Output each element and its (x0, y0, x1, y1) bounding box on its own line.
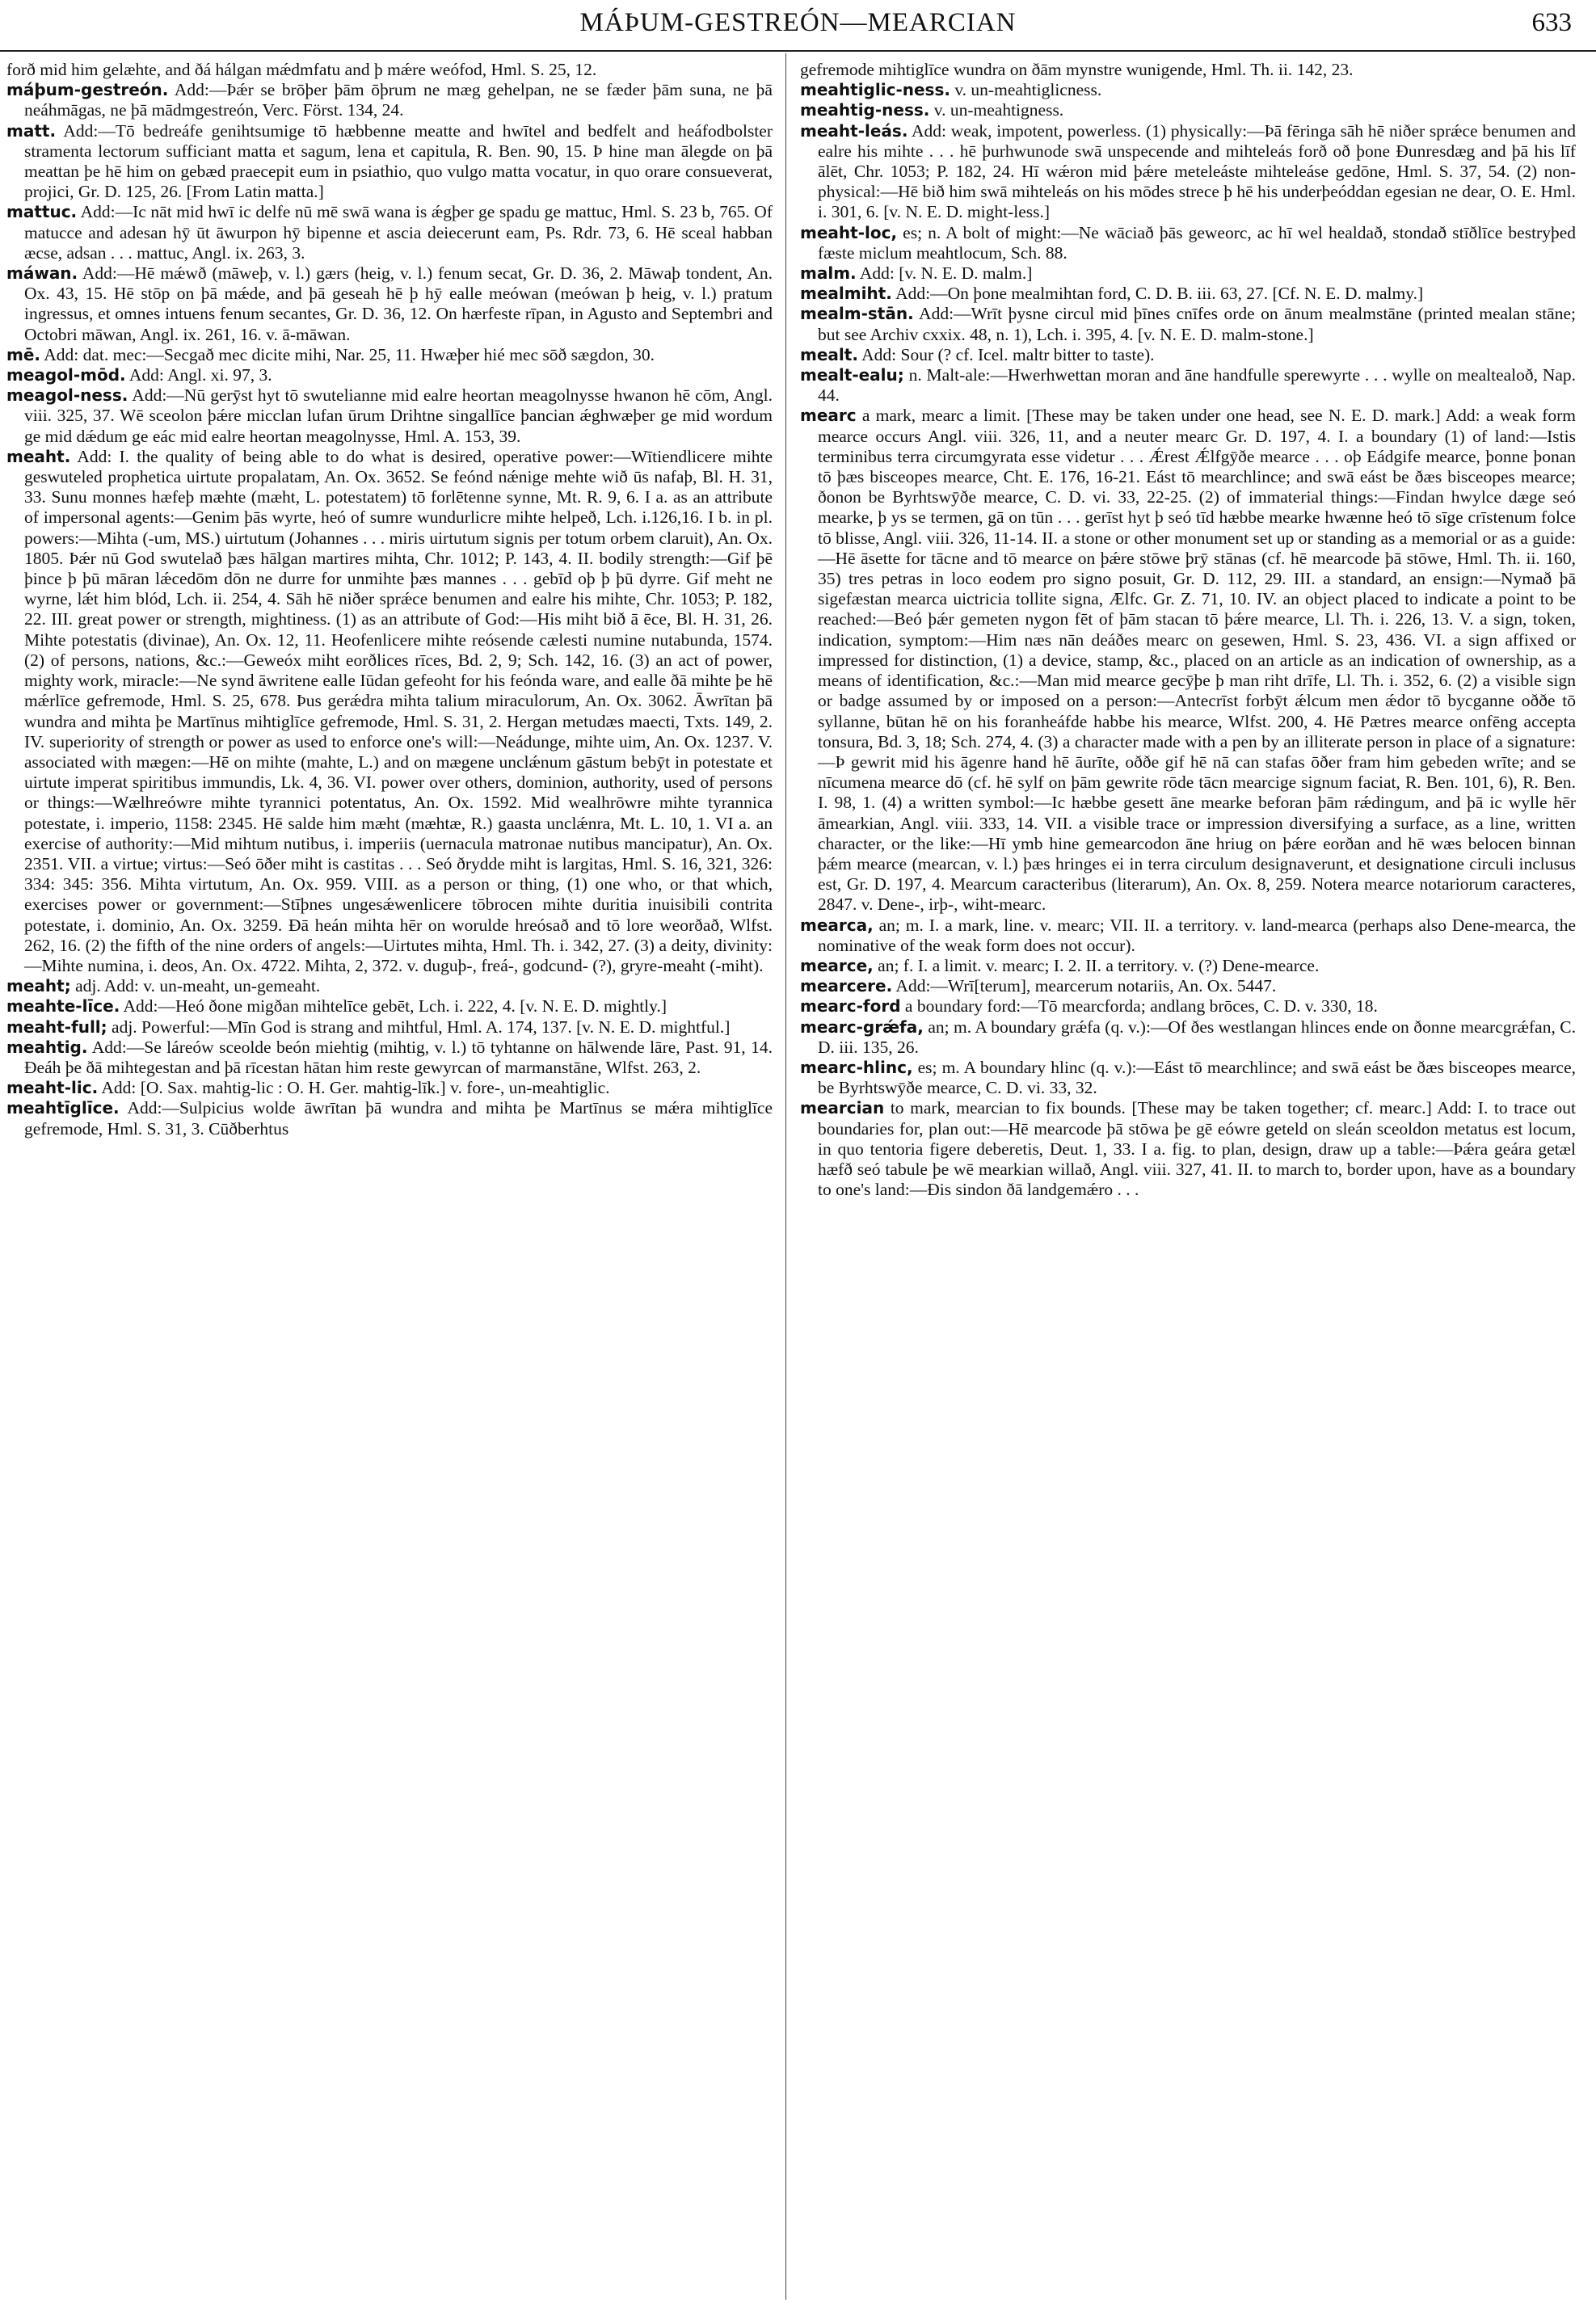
dictionary-entry (6, 121, 773, 203)
entry-headword: malm. (800, 263, 857, 284)
entry-text: es; n. A bolt of might:—Ne wāciað þās geweorc, ac hī wel healdað, stondað stīðlīce bestryþed fæste miclum meahtlocum, Sch. 88. (818, 222, 1576, 263)
dictionary-entry (800, 345, 1576, 365)
dictionary-entry (800, 223, 1576, 263)
entry-headword: mealm-stān. (800, 304, 914, 324)
entry-headword: meagol-mōd. (6, 365, 126, 385)
entry-headword: meaht. (6, 446, 71, 466)
entry-headword: meahte-līce. (6, 996, 120, 1017)
running-head (0, 3, 1596, 52)
entry-text: Add: [v. N. E. D. malm.] (859, 263, 1033, 284)
dictionary-entry (6, 202, 773, 263)
entry-text: adj. Powerful:—Mīn God is strang and mihtful, Hml. A. 174, 137. [v. N. E. D. mightful.] (112, 1017, 731, 1037)
entry-text: forð mid him gelæhte, and ðá hálgan mǽdmfatu and þ mǽre weófod, Hml. S. 25, 12. (6, 60, 597, 79)
dictionary-entry (6, 1038, 773, 1078)
dictionary-entry (6, 345, 773, 365)
entry-headword: mearce, (800, 955, 874, 975)
entry-headword: mearc-ford (800, 996, 901, 1017)
entry-text: Add:—Tō bedreáfe genihtsumige tō hæbbenne meatte and hwītel and bedfelt and heáfodbolster stramenta lectorum sufficiant matta et sagum, lena et capitula, R. Ben. 90, 15. Þ hine man ālegde on þā meattan þe hē him on gebæd praecepit eum in psiathio, quo vulgo matta vocatur, in quo orare consueverat, projici, Gr. D. 125, 26. [From Latin matta.] (24, 120, 773, 202)
dictionary-entry (800, 100, 1576, 120)
entry-text: gefremode mihtiglīce wundra on ðām mynstre wunigende, Hml. Th. ii. 142, 23. (800, 60, 1354, 79)
dictionary-entry (800, 284, 1576, 304)
entry-text: Add: weak, impotent, powerless. (1) physically:—Þā fēringa sāh hē niðer sprǽce benumen and ealre his mihte . . . hē þurhwunode swā unspecende and mihteleás forð oð þone Ðunresdæg and þā his līf ālēt, Chr. 1053; P. 182, 24. Hī wǽron mid þǽre meteleáste mihteleáse gedōne, Hml. S. 37, 54. (2) non-physical:—Hē bið him swā mihteleás on his mōdes strece þ hē his underþeóddan egesian ne dear, O. E. Hml. i. 301, 6. [v. N. E. D. might-less.] (818, 120, 1576, 222)
entry-text: Add:—Wrīt þysne circul mid þīnes cnīfes orde on ānum mealmstāne (printed mealan stāne; but see Archiv cxxix. 48, n. 1), Lch. i. 395, 4. [v. N. E. D. malm-stone.] (818, 304, 1576, 344)
entry-headword: mealt. (800, 344, 858, 364)
entry-headword: mearca, (800, 915, 874, 935)
entry-text: Add: I. the quality of being able to do what is desired, operative power:—Wītiendlicere mihte geswuteled prophetica uirtute propalatam, An. Ox. 3652. Se feónd nǽnige mehte wið ūs nafaþ, Bl. H. 31, 33. Sunu monnes hæfeþ mæhte (mæht, L. potestatem) tō forlētenne synne, Mt. R. 9, 6. I a. as an attribute of impersonal agents:—Genim þās wyrte, heó of sumre wundurlicre mihte helpeð, Lch. i.126,16. I b. in pl. powers:—Mihta (-um, MS.) uirtutum (Johannes . . . miris uirtutum signis per totum orbem claruit), An. Ox. 1805. Þǽr nū God swutelað þæs hālgan martires mihta, Chr. 1012; P. 143, 4. II. bodily strength:—Gif þē þince þ þū māran lǽcedōm dōn ne durre for unmihte þæs mannes . . . gebīd oþ þ þū dyrre. Gif meht ne wyrne, lǽt him blód, Lch. ii. 254, 4. Sāh hē niðer sprǽce benumen and ealre his mihte, Chr. 1053; P. 182, 22. III. great power or strength, mightiness. (1) as an attribute of God:—His miht bið ā ēce, Bl. H. 31, 26. Mihte potestatis (divinae), An. Ox. 12, 11. Heofenlicere mihte reósende cælesti numine nutabunda, 1574. (2) of persons, nations, &c.:—Geweóx miht eorðlices rīces, Bd. 2, 9; Sch. 142, 16. (3) an act of power, mighty work, miracle:—Ne synd āwritene ealle Iūdan gefeoht for his feónda ware, and ealle ðā mihte þe hē mǽrlīce gefremode, Hml. S. 25, 678. Þus gerǽdra mihta talium miraculorum, An. Ox. 3062. Āwrītan þā wundra and mihta þe Martīnus mihtiglīce gefremode, Hml. S. 31, 2. Hergan metudæs maecti, Txts. 149, 2. IV. superiority of strength or power as used to enforce one's will:—Neádunge, mihte uim, An. Ox. 1237. V. associated with mægen:—Hē on mihte (mahte, L.) and on mægene unclǽnum gāstum bebȳt in potestate et uirtute imperat spiritibus immundis, Lk. 4, 36. VI. power over others, dominion, authority, used of persons or things:—Wælhreówre mihte tyrannici potentatus, An. Ox. 1592. Mid wealhrōwre mihte tyrannica potestate, i. imperio, 1158: 2345. Hē salde him mæht (mæhtæ, R.) gaasta unclǽnra, Mt. L. 10, 1. VI a. an exercise of authority:—Mid mihtum nutibus, i. imperiis (uernacula matronae nutibus mancipatur), An. Ox. 2351. VII. a virtue; virtus:—Seó ōðer miht is castitas . . . Seó ðrydde miht is largitas, Hml. S. 16, 321, 326: 334: 345: 356. Mihta virtutum, An. Ox. 959. VIII. as a person or thing, (1) one who, or that which, exercises power or government:—Stīþnes ungesǽwenlicere tōbrocen mihte duritia inuisibili contrita potestate, i. dominio, An. Ox. 3259. Ðā heán mihta hēr on worulde hreósað and tō lore weorðað, Wlfst. 262, 16. (2) the fifth of the nine orders of angels:—Uirtutes mihta, Hml. Th. i. 342, 27. (3) a deity, divinity:—Mihte numina, i. deos, An. Ox. 4722. Mihta, 2, 372. v. duguþ-, freá-, godcund- (?), gryre-meaht (-miht). (24, 446, 773, 975)
entry-text: an; m. I. a mark, line. v. mearc; VII. II. a territory. v. land-mearca (perhaps also Dene-mearca, the nominative of the weak form does not occur). (818, 915, 1576, 955)
dictionary-entry (6, 996, 773, 1017)
entry-text: Add: Sour (? cf. Icel. maltr bitter to taste). (861, 344, 1155, 364)
entry-headword: meagol-ness. (6, 385, 128, 406)
dictionary-entry (6, 385, 773, 447)
entry-text: Add:—Þǽr se brōþer þām ōþrum ne mæg gehelpan, ne se fæder þām suna, ne þā neáhmāgas, ne þā mādmgestreón, Verc. Först. 134, 24. (24, 80, 773, 120)
entry-headword: meahtīglīce. (6, 1098, 120, 1118)
dictionary-entry (800, 976, 1576, 996)
entry-text: Add: Angl. xi. 97, 3. (128, 365, 272, 385)
dictionary-entry (6, 263, 773, 345)
entry-headword: mearc-hlinc, (800, 1057, 913, 1077)
entry-text: a mark, mearc a limit. [These may be taken under one head, see N. E. D. mark.] Add: a weak form mearce occurs Angl. viii. 326, 11, and a neuter mearc Gr. D. 197, 4. I. a boundary (1) of land:—Istis terminibus terra circumgyrata esse videtur . . . Ǽrest Ǽlfgȳðe mearce . . . oþ Eádgife mearce, þonne þonan tō þæs bisceopes mearce, Cht. E. 176, 16-21. Eást tō mearchlince; and swā eást be ðæs bisceopes mearce; ðonon be Byrhtswȳðe mearce, C. D. vi. 33, 22-25. (2) of immaterial things:—Findan hwylce dæge seó mearke, þ ys se termen, gā on tūn . . . gerīst hyt þ seó tīd hæbbe mearke hwænne heó tō sīge crīstenum folce tō blisse, Angl. viii. 326, 11-14. II. a stone or other monument set up or standing as a memorial or as a guide:—Hē āsette for tācne and tō mearce on þǽre stōwe þrȳ stānas (cf. hē mearcode þā stōwe, Hml. Th. ii. 160, 35) tres petras in loco eodem pro signo posuit, Gr. D. 112, 29. III. a standard, an ensign:—Nymað þā sigefæstan mearca uictricia tollite signa, Ælfc. Gr. Z. 71, 10. IV. an object placed to indicate a point to be reached:—Beó þǽr gemeten nygon fēt of þām stacan tō þǽre mearce, Ll. Th. i. 226, 13. V. a sign, token, indication, symptom:—Him næs nān deáðes mearc on gesewen, Hml. S. 23, 436. VI. a sign affixed or impressed for distinction, (1) a device, stamp, &c., placed on an article as an indication of ownership, as a means of identification, &c.:—Man mid mearce gecȳþe þ man riht drīfe, Ll. Th. i. 352, 6. (2) a visible sign or badge assumed by or imposed on a person:—Antecrīst forbȳt ǽlcum men ǽdor tō bycganne oððe tō syllanne, būtan hē on his foranheáfde habbe his mearce, Wlfst. 200, 4. Hē Pætres mearce onfēng accepta tonsura, Bd. 3, 18; Sch. 274, 4. (3) a character made with a pen by an illiterate person in place of a signature:—Þ gewrit mid his āgenre hand hē āurīte, oððe gif hē nā can stafas ōðer fram him gebeden wrīte; and se nīcumena mearce dō (cf. hē sylf on þām gewrite rōde tācn mearcige signum faciat, R. Ben. 101, 6), R. Ben. I. 98, 1. (4) a written symbol:—Ic hæbbe gesett āne mearke beforan þām rǽdingum, and þā ic wylle hēr āmearkian, Angl. viii. 333, 14. VII. a visible trace or impression diversifying a surface, as a line, written character, or the like:—Hī ymb hine gemearcodon āne hriug on þǽre eorðan and hē wæs belocen binnan þǽm mearce (mearcan, v. l.) þæs hringes ei in terra circulum designaverunt, et designatione circuli inclusus est, Gr. D. 197, 4. Mearcum caracteribus (literarum), An. Ox. 8, 259. Notera mearce notariorum caracteres, 2847. v. Dene-, irþ-, wiht-mearc. (818, 406, 1576, 915)
entry-text: Add:—Se láreów sceolde beón miehtig (mihtig, v. l.) tō tyhtanne on hālwende lāre, Past. 91, 14. Ðeáh þe ðā mihtegestan and þā rīcestan hātan him reste gewyrcan of marmanstāne, Wlfst. 263, 2. (24, 1037, 773, 1077)
entry-text: Add:—Hē mǽwð (māweþ, v. l.) gærs (heig, v. l.) fenum secat, Gr. D. 36, 2. Māwaþ tondent, An. Ox. 43, 15. Hē stōp on þā mǽde, and þā geseah hē þ hȳ ealle meówan (meówan þ heig, v. l.) pratum ingressus, et omnes intuens fenum secantes, Gr. D. 36, 12. On hærfeste rīpan, in Agusto and Septembri and Octobri māwan, Angl. ix. 261, 16. v. ā-māwan. (24, 263, 773, 344)
entry-headword: mearcian (800, 1098, 885, 1118)
dictionary-entry (6, 80, 773, 120)
dictionary-entry (6, 1078, 773, 1098)
dictionary-entry (6, 1017, 773, 1038)
entry-headword: mē. (6, 344, 41, 364)
entry-headword: mattuc. (6, 202, 78, 222)
entry-text: Add:—Wrī[terum], mearcerum notariis, An. Ox. 5447. (895, 976, 1277, 996)
dictionary-entry (800, 1098, 1576, 1200)
entry-headword: meahtiglic-ness. (800, 80, 950, 100)
entry-text: n. Malt-ale:—Hwerhwettan moran and āne handfulle sperewyrte . . . wylle on mealtealoð, Nap. 44. (818, 365, 1576, 406)
entry-text: an; m. A boundary grǽfa (q. v.):—Of ðes westlangan hlinces ende on ðonne mearcgrǽfan, C. D. iii. 135, 26. (818, 1017, 1576, 1057)
dictionary-entry (6, 1098, 773, 1139)
entry-text: Add:—Ic nāt mid hwī ic delfe nū mē swā wana is ǽgþer ge spadu ge mattuc, Hml. S. 23 b, 765. Of matucce and adesan hȳ ūt āwurpon hȳ bipenne et ascia deiecerunt eam, Ps. Rdr. 73, 6. Hē sceal habban æcse, adsan . . . mattuc, Angl. ix. 263, 3. (24, 202, 773, 263)
entry-headword: máþum-gestreón. (6, 80, 169, 100)
entry-headword: meahtig. (6, 1037, 88, 1057)
header-rule (0, 50, 1596, 52)
dictionary-entry (800, 1058, 1576, 1098)
entry-text: es; m. A boundary hlinc (q. v.):—Eást tō mearchlince; and swā eást be ðæs bisceopes mearce, be Byrhtswȳðe mearce, C. D. vi. 33, 32. (818, 1057, 1576, 1098)
entry-headword: matt. (6, 120, 57, 141)
dictionary-entry (800, 916, 1576, 956)
entry-headword: meaht-loc, (800, 222, 898, 242)
entry-headword: meaht-full; (6, 1017, 107, 1037)
dictionary-entry (6, 60, 773, 80)
entry-text: Add: [O. Sax. mahtig-lic : O. H. Ger. mahtig-līk.] v. fore-, un-meahtiglic. (101, 1078, 610, 1098)
entry-text: an; f. I. a limit. v. mearc; I. 2. II. a territory. v. (?) Dene-mearce. (878, 955, 1320, 975)
dictionary-entry (6, 976, 773, 996)
entry-headword: meaht; (6, 976, 71, 996)
entry-text: adj. Add: v. un-meaht, un-gemeaht. (75, 976, 321, 996)
dictionary-entry (800, 956, 1576, 976)
dictionary-entry (800, 304, 1576, 344)
entry-headword: mealmiht. (800, 284, 892, 304)
entry-text: v. un-meahtiglicness. (954, 80, 1102, 100)
entry-headword: meahtig-ness. (800, 100, 930, 120)
entry-text: a boundary ford:—Tō mearcforda; andlang brōces, C. D. v. 330, 18. (904, 996, 1378, 1017)
left-column (6, 60, 773, 2298)
dictionary-entry (800, 121, 1576, 223)
right-column (800, 60, 1576, 2298)
dictionary-entry (6, 365, 773, 385)
entry-text: Add:—Heó ðone migðan mihtelīce gebēt, Lch. i. 222, 4. [v. N. E. D. mightly.] (123, 996, 667, 1017)
dictionary-entry (800, 406, 1576, 915)
entry-text: Add:—Sulpicius wolde āwrītan þā wundra and mihta þe Martīnus se mǽra mihtiglīce gefremode, Hml. S. 31, 3. Cūðberhtus (24, 1098, 773, 1139)
dictionary-entry (6, 447, 773, 976)
entry-headword: meaht-leás. (800, 120, 908, 141)
entry-headword: meaht-lic. (6, 1078, 99, 1098)
entry-text: Add:—On þone mealmihtan ford, C. D. B. iii. 63, 27. [Cf. N. E. D. malmy.] (895, 284, 1424, 304)
entry-text: to mark, mearcian to fix bounds. [These may be taken together; cf. mearc.] Add: I. to trace out boundaries for, plan out:—Hē mearcode þā stōwa þe gē eówre geteld on sleán sceoldon metatus est locum, in quo tentoria figere deberetis, Deut. 1, 33. I a. fig. to plan, design, draw up a table:—Þǽra geára getæl hæfð seó tabule þe wē mearkian willað, Angl. viii. 327, 41. II. to march to, border upon, have as a boundary to one's land:—Ðis sindon ðā landgemǽro . . . (818, 1098, 1576, 1200)
entry-headword: mearc (800, 406, 857, 426)
entry-headword: mealt-ealu; (800, 365, 904, 385)
entry-headword: mearcere. (800, 976, 893, 996)
page-number: 633 (1531, 8, 1572, 37)
entry-text: Add: dat. mec:—Secgað mec dicite mihi, Nar. 25, 11. Hwæþer hié mec sōð sægdon, 30. (44, 344, 655, 364)
dictionary-entry (800, 80, 1576, 100)
entry-headword: mearc-grǽfa, (800, 1017, 924, 1037)
entry-text: Add:—Nū gerȳst hyt tō swutelianne mid ealre heortan meagolnysse hwanon hē cōm, Angl. viii. 325, 37. Wē sceolon þǽre micclan lufan ūrum Drihtne singallīce þancian ǽghwæþer ge mid wordum ge mid dǽdum ge eác mid ealre heortan meagolnysse, Hml. A. 153, 39. (24, 385, 773, 446)
entry-text: v. un-meahtigness. (933, 100, 1064, 120)
entry-headword: máwan. (6, 263, 78, 284)
running-title: MÁÞUM-GESTREÓN—MEARCIAN (579, 8, 1017, 37)
dictionary-entry (800, 1017, 1576, 1058)
dictionary-entry (800, 365, 1576, 406)
dictionary-entry (800, 263, 1576, 284)
dictionary-entry (800, 60, 1576, 80)
dictionary-entry (800, 996, 1576, 1017)
column-divider (785, 53, 786, 2300)
